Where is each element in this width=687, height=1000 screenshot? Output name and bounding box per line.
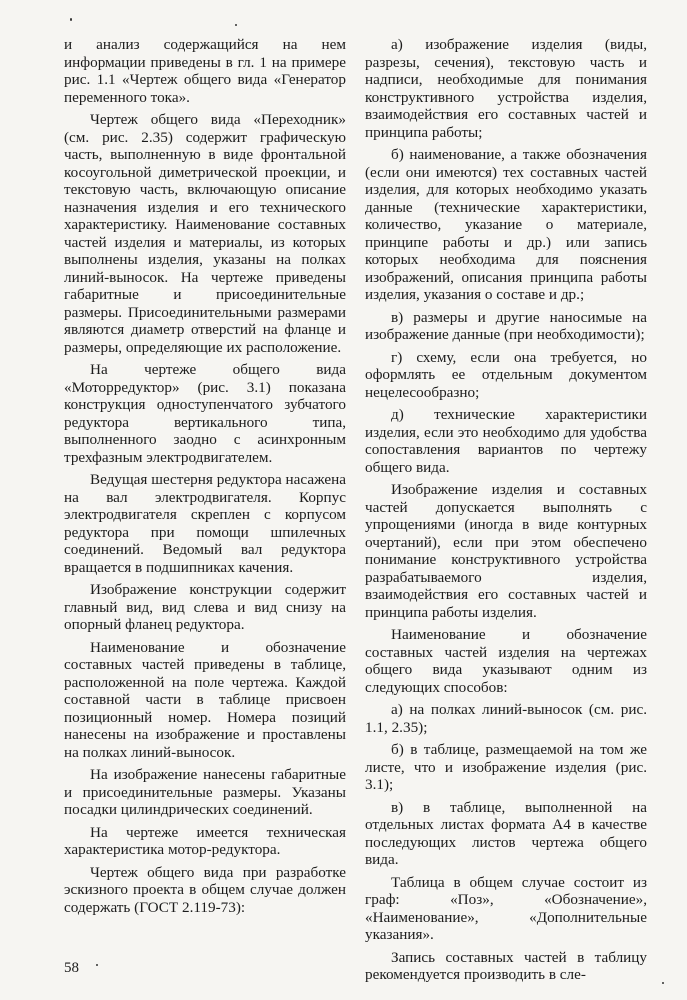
paragraph: На чертеже имеется техническая характеристика мотор-редуктора. xyxy=(64,823,346,858)
scan-speck xyxy=(70,18,72,21)
scan-speck xyxy=(96,964,98,966)
paragraph: На чертеже общего вида «Моторредуктор» (рис. 3.1) показана конструкция одноступенчатого зубчатого редуктора вертикального типа, выполненного заодно с асинхронным трехфазным электродвигателем. xyxy=(64,361,346,466)
paragraph: Чертеж общего вида «Переходник» (см. рис. 2.35) содержит графическую часть, выполненную в виде фронтальной косоугольной диметрической проекции, и текстовую часть, включающую описание назначения изделия и его технического характеристику. Наименование составных частей изделия и материалы, из которых выполнены изделия, указаны на полках линий-выносок. На чертеже приведены габаритные и присоединительные размеры. Присоединительными размерами являются диаметр отверстий на фланце и размеры, определяющие их расположение. xyxy=(64,111,346,356)
paragraph: Изображение изделия и составных частей допускается выполнять с упрощениями (иногда в виде контурных очертаний), если при этом обеспечено понимание конструктивного устройства разрабатываемого изделия, взаимодействия его составных частей и принципа работы изделия. xyxy=(365,481,647,621)
scan-speck xyxy=(235,24,237,26)
paragraph: На изображение нанесены габаритные и присоединительные размеры. Указаны посадки цилиндрических соединений. xyxy=(64,766,346,818)
paragraph: Таблица в общем случае состоит из граф: «Поз», «Обозначение», «Наименование», «Дополнительные указания». xyxy=(365,873,647,943)
list-item: а) на полках линий-выносок (см. рис. 1.1, 2.35); xyxy=(365,701,647,736)
list-item: г) схему, если она требуется, но оформлять ее отдельным документом нецелесообразно; xyxy=(365,348,647,401)
paragraph: Ведущая шестерня редуктора насажена на вал электродвигателя. Корпус электродвигателя скреплен с корпусом редуктора при помощи шпилечных соединений. Ведомый вал редуктора вращается в подшипниках качения. xyxy=(64,471,346,576)
paragraph: и анализ содержащийся на нем информации приведены в гл. 1 на примере рис. 1.1 «Чертеж общего вида «Генератор переменного тока». xyxy=(64,36,346,106)
left-text-column xyxy=(64,36,346,916)
right-text-column xyxy=(365,36,647,984)
list-item: б) в таблице, размещаемой на том же листе, что и изображение изделия (рис. 3.1); xyxy=(365,741,647,793)
paragraph: Наименование и обозначение составных частей приведены в таблице, расположенной на поле чертежа. Каждой составной части в таблице присвоен позиционный номер. Номера позиций нанесены на изображение и проставлены на полках линий-выносок. xyxy=(64,638,346,761)
paragraph: Изображение конструкции содержит главный вид, вид слева и вид снизу на опорный фланец редуктора. xyxy=(64,581,346,633)
list-item: в) размеры и другие наносимые на изображение данные (при необходимости); xyxy=(365,308,647,343)
list-item: д) технические характеристики изделия, если это необходимо для удобства сопоставления вариантов по чертежу общего вида. xyxy=(365,406,647,476)
page-number: 58 xyxy=(64,960,79,976)
list-item: а) изображение изделия (виды, разрезы, сечения), текстовую часть и надписи, необходимые для понимания конструктивного устройства изделия, взаимодействия его составных частей и принципа работы; xyxy=(365,36,647,141)
paragraph: Чертеж общего вида при разработке эскизного проекта в общем случае должен содержать (ГОСТ 2.119-73): xyxy=(64,863,346,916)
list-item: в) в таблице, выполненной на отдельных листах формата А4 в качестве последующих листов чертежа общего вида. xyxy=(365,798,647,868)
list-item: б) наименование, а также обозначения (если они имеются) тех составных частей изделия, для которых необходимо указать данные (технические характеристики, количество, указание о материале, принципе работы и др.) или запись которых необходима для пояснения изображений, описания принципа работы изделия, указания о составе и др.; xyxy=(365,146,647,303)
paragraph: Запись составных частей в таблицу рекомендуется производить в сле- xyxy=(365,948,647,983)
paragraph: Наименование и обозначение составных частей изделия на чертежах общего вида указывают одним из следующих способов: xyxy=(365,626,647,696)
scan-speck xyxy=(662,982,664,984)
